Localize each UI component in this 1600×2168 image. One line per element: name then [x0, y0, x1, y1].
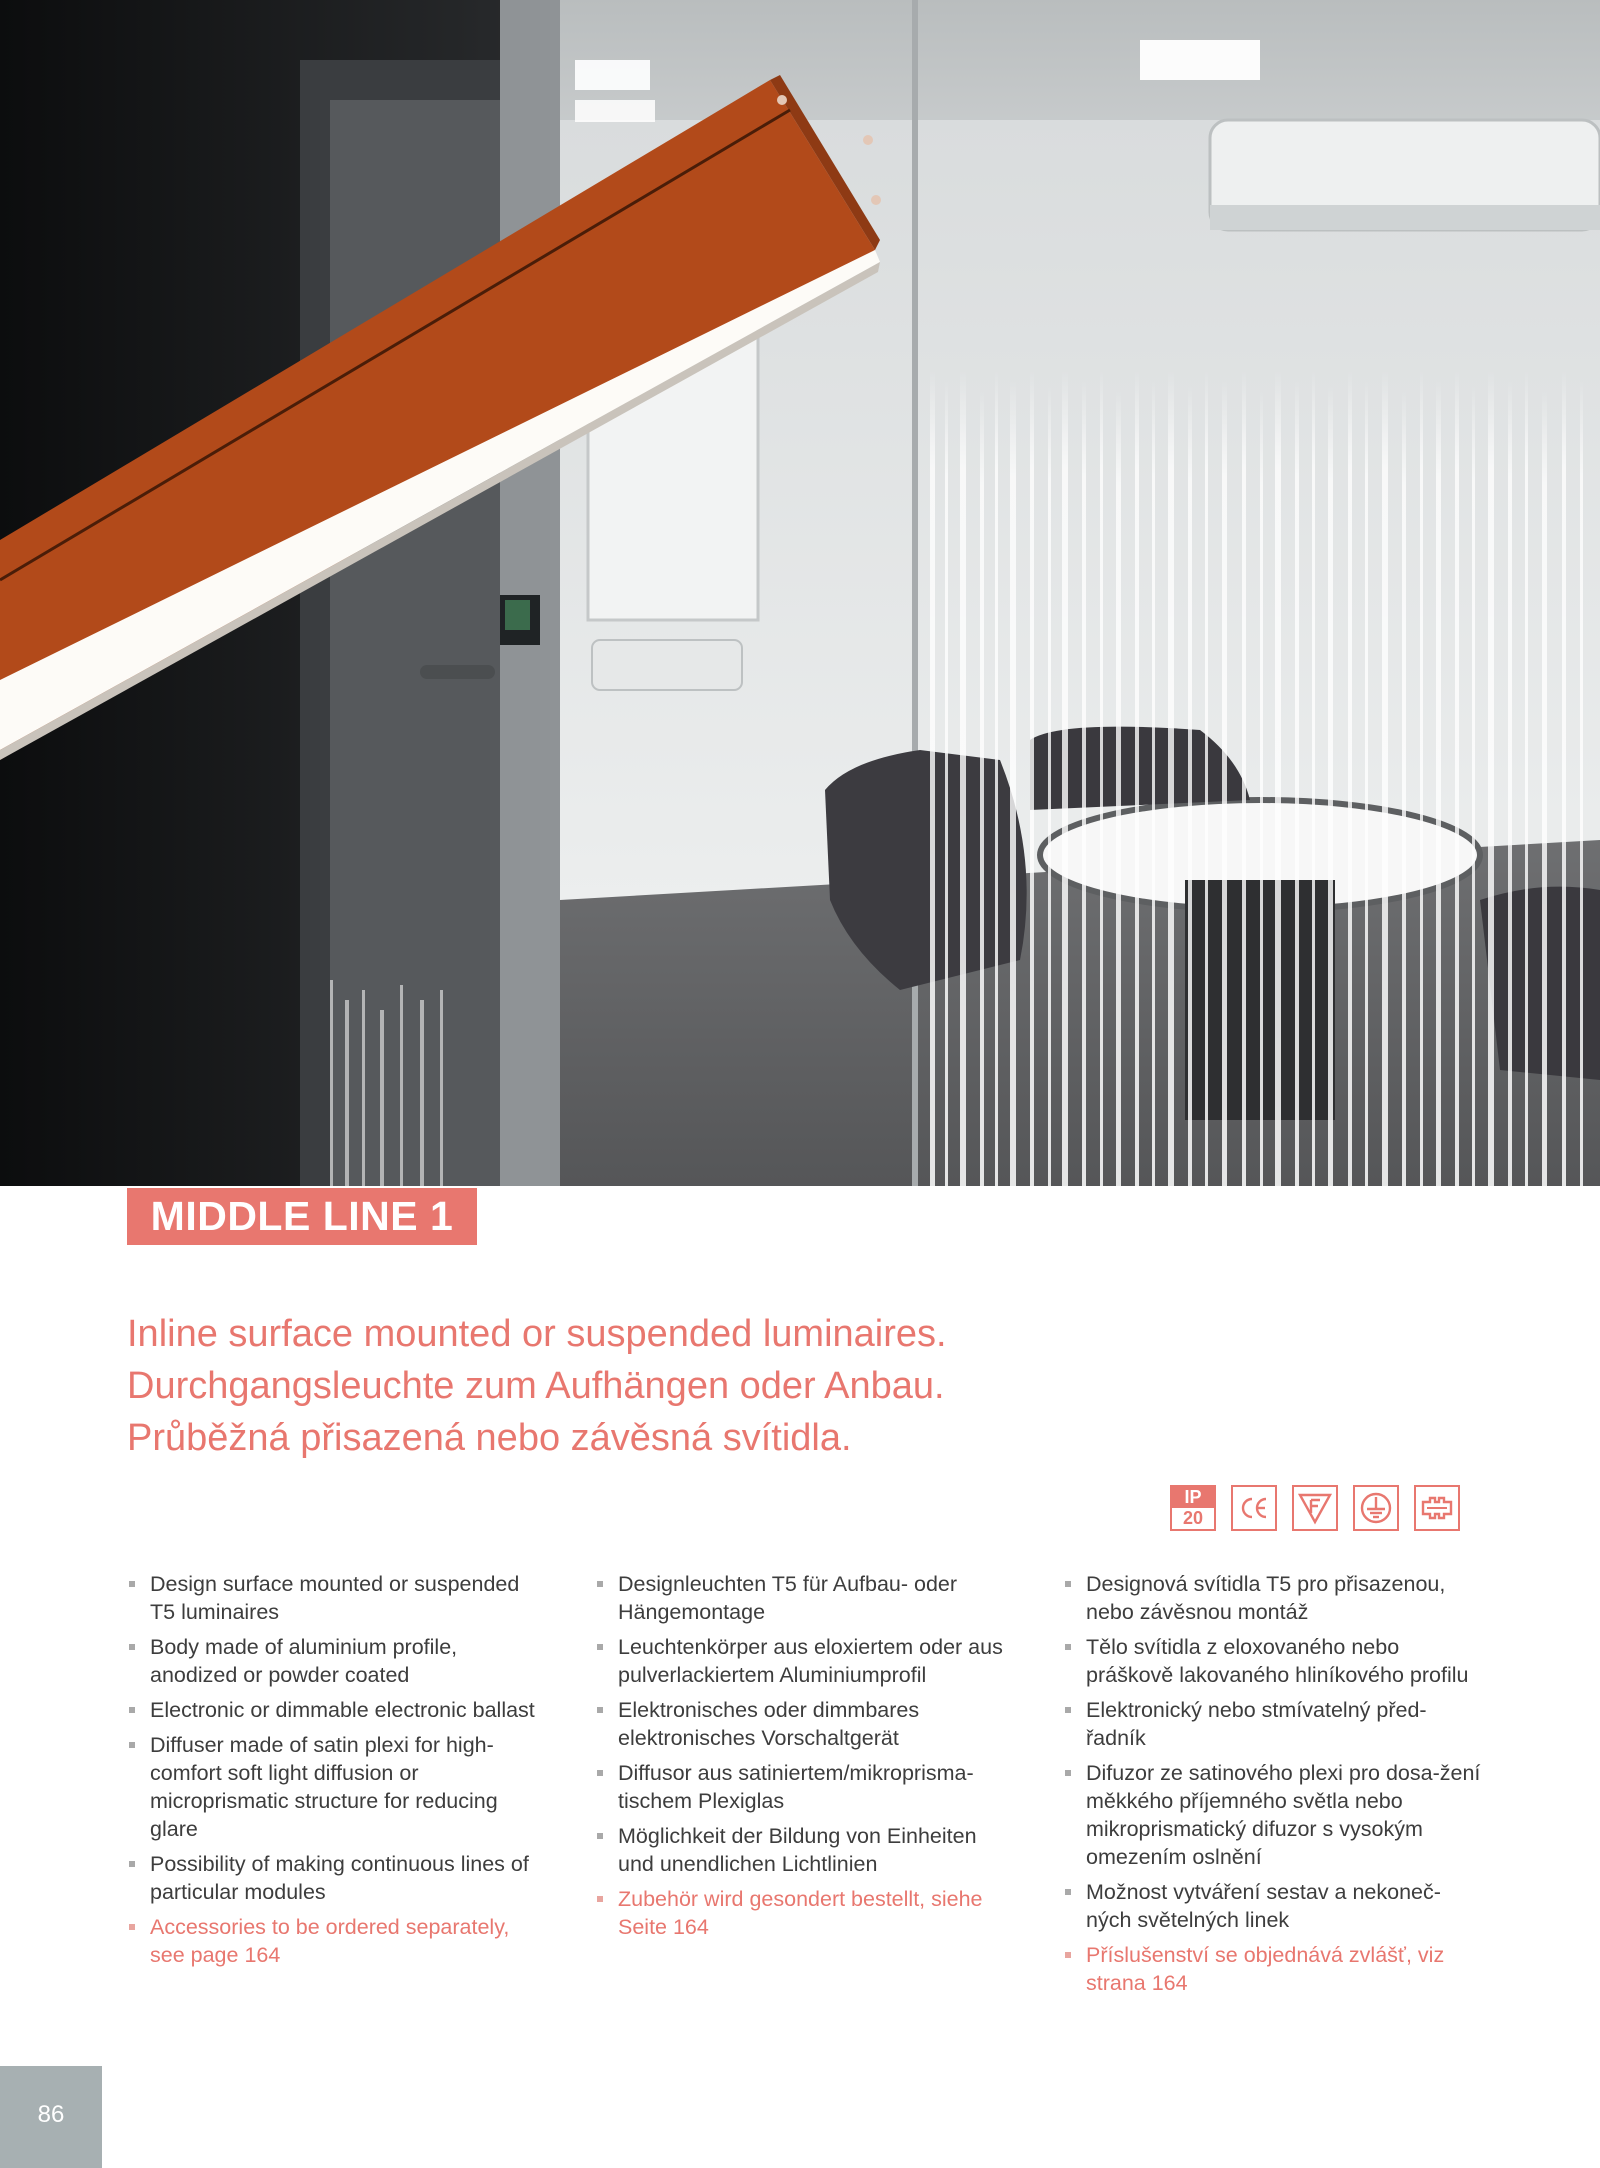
accessories-note-en: Accessories to be ordered separately, see page 164	[127, 1913, 547, 1969]
list-item: Elektronický nebo stmívatelný před-řadník	[1063, 1696, 1483, 1752]
features-english	[127, 1570, 547, 1976]
features-list-cz	[1063, 1570, 1483, 1997]
accessories-note-de: Zubehör wird gesondert bestellt, siehe Seite 164	[595, 1885, 1015, 1941]
ce-mark-glyph	[1236, 1490, 1272, 1526]
connection-module-icon	[1414, 1485, 1460, 1531]
list-item: Electronic or dimmable electronic ballast	[127, 1696, 547, 1724]
list-item: Möglichkeit der Bildung von Einheiten und unendlichen Lichtlinien	[595, 1822, 1015, 1878]
features-czech	[1063, 1570, 1483, 2004]
list-item: Design surface mounted or suspended T5 luminaires	[127, 1570, 547, 1626]
connector-glyph	[1419, 1490, 1455, 1526]
f-mark-glyph	[1297, 1490, 1333, 1526]
features-list-en	[127, 1570, 547, 1969]
earth-glyph	[1358, 1490, 1394, 1526]
list-item: Diffusor aus satiniertem/mikroprisma-tischem Plexiglas	[595, 1759, 1015, 1815]
list-item: Možnost vytváření sestav a nekoneč-ných světelných linek	[1063, 1878, 1483, 1934]
list-item: Leuchtenkörper aus eloxiertem oder aus pulverlackiertem Aluminiumprofil	[595, 1633, 1015, 1689]
list-item: Diffuser made of satin plexi for high-comfort soft light diffusion or microprismatic structure for reducing glare	[127, 1731, 547, 1843]
list-item: Body made of aluminium profile, anodized or powder coated	[127, 1633, 547, 1689]
ce-mark-icon	[1231, 1485, 1277, 1531]
list-item: Designová svítidla T5 pro přisazenou, nebo závěsnou montáž	[1063, 1570, 1483, 1626]
list-item: Elektronisches oder dimmbares elektronisches Vorschaltgerät	[595, 1696, 1015, 1752]
features-list-de	[595, 1570, 1015, 1941]
ip-label: IP	[1172, 1487, 1214, 1508]
f-mark-icon	[1292, 1485, 1338, 1531]
product-title: MIDDLE LINE 1	[127, 1188, 477, 1245]
protective-earth-icon	[1353, 1485, 1399, 1531]
features-german	[595, 1570, 1015, 1948]
tagline-cz: Průběžná přisazená nebo závěsná svítidla.	[127, 1417, 852, 1459]
tagline-en: Inline surface mounted or suspended luminaires.	[127, 1313, 947, 1355]
list-item: Designleuchten T5 für Aufbau- oder Hängemontage	[595, 1570, 1015, 1626]
certification-icons	[1170, 1485, 1460, 1535]
ip-rating: 20	[1182, 1508, 1204, 1528]
tagline-de: Durchgangsleuchte zum Aufhängen oder Anbau.	[127, 1365, 945, 1407]
ip20-icon	[1170, 1485, 1216, 1531]
tagline	[127, 1308, 1427, 1464]
page-number: 86	[37, 2101, 65, 2128]
accessories-note-cz: Příslušenství se objednává zvlášť, viz strana 164	[1063, 1941, 1483, 1997]
list-item: Possibility of making continuous lines of particular modules	[127, 1850, 547, 1906]
list-item: Difuzor ze satinového plexi pro dosa-žení měkkého příjemného světla nebo mikroprismatický difuzor s vysokým omezením oslnění	[1063, 1759, 1483, 1871]
list-item: Tělo svítidla z eloxovaného nebo práškově lakovaného hliníkového profilu	[1063, 1633, 1483, 1689]
